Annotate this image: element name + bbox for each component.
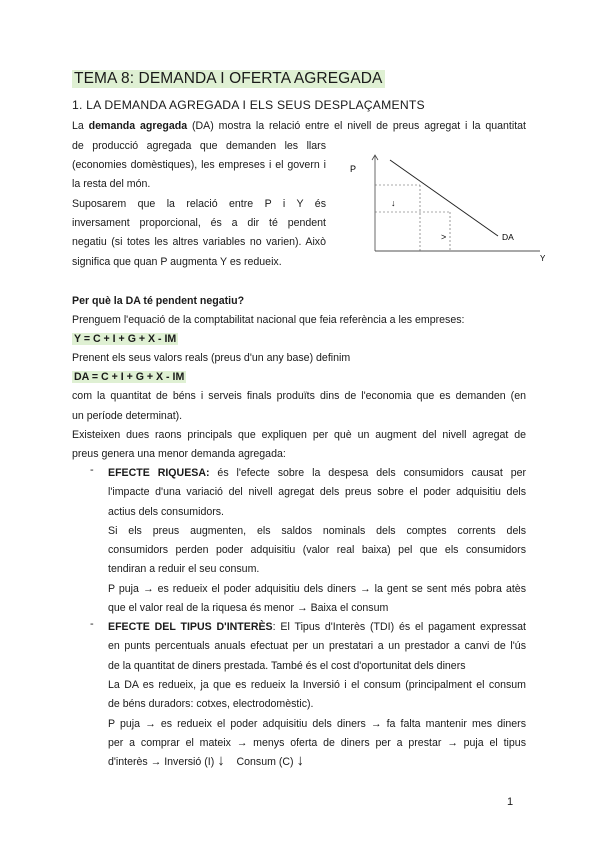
intro-line-1 <box>72 116 526 136</box>
wealth-effect-line-5: consumidors perden poder adquisitiu (valor real baixa) pel que els consumidors <box>108 544 526 556</box>
wealth-effect-line-7: P puja → es redueix el poder adquisitiu dels diners → la gent se sent més pobra atès <box>108 583 526 595</box>
paragraph-reasons-1: Existeixen dues raons principals que expliquen per què un augment del nivell agregat de <box>72 429 526 441</box>
intro-line-8: significa que quan P augmenta Y es redueix. <box>72 256 282 268</box>
equation-y: Y = C + I + G + X - IM <box>74 333 177 345</box>
intro-line-3: (economies domèstiques), les empreses i el govern i <box>72 159 326 171</box>
paragraph-accounting: Prenguem l'equació de la comptabilitat nacional que feia referència a les empreses: <box>72 314 465 326</box>
section-heading: 1. LA DEMANDA AGREGADA I ELS SEUS DESPLAÇAMENTS <box>72 98 425 112</box>
wealth-effect-line-4: Si els preus augmenten, els saldos nominals dels comptes corrents dels <box>108 525 526 537</box>
intro-line-2: de producció agregada que demanden les llars <box>72 140 326 152</box>
equation-da: DA = C + I + G + X - IM <box>74 371 185 383</box>
page-number: 1 <box>507 796 514 808</box>
consumption-text: Consum (C) <box>236 756 294 768</box>
paragraph-reasons-2: preus genera una menor demanda agregada: <box>72 448 286 460</box>
interest-effect-heading: EFECTE DEL TIPUS D'INTERÈS <box>108 621 273 633</box>
intro-term-bold: demanda agregada <box>88 120 188 132</box>
interest-effect-line-2: en punts percentuals anuals efectuat per un prestatari a un prestador a canvi de l'ús <box>108 640 526 652</box>
bullet-marker: - <box>90 618 94 630</box>
intro-line-5: Suposarem que la relació entre P i Y és <box>72 198 326 210</box>
intro-text: (DA) mostra la relació entre el nivell de preus agregat i la quantitat <box>187 120 526 132</box>
interest-effect-line-8 <box>108 752 304 772</box>
interest-effect-line-3: de la quantitat de diners prestada. També és el cost d'oportunitat dels diners <box>108 660 466 672</box>
da-curve <box>390 160 498 236</box>
wealth-effect-line-8: que el valor real de la riquesa és menor → Baixa el consum <box>108 602 389 614</box>
interest-effect-line-4: La DA es redueix, ja que es redueix la Inversió i el consum (principalment el consum <box>108 679 526 691</box>
interest-effect-line-6: P puja → es redueix el poder adquisitiu dels diners → fa falta mantenir mes diners <box>108 718 526 730</box>
page-title: TEMA 8: DEMANDA I OFERTA AGREGADA <box>74 70 383 87</box>
da-label: DA <box>502 232 514 242</box>
wealth-effect-text: és l'efecte sobre la despesa dels consumidors causat per <box>209 467 527 479</box>
wealth-effect-line-2: l'impacte d'una variació del nivell agregat dels preus sobre el poder adquisitiu dels <box>108 486 526 498</box>
bullet-marker: - <box>90 464 94 476</box>
wealth-effect-line-6: tendiran a reduir el seu consum. <box>108 563 260 575</box>
aggregate-demand-chart <box>340 148 560 266</box>
interest-effect-text: : El Tipus d'Interès (TDI) és el pagament expressat <box>272 621 526 633</box>
question-heading: Per què la DA té pendent negatiu? <box>72 295 245 307</box>
intro-text: La <box>72 120 89 132</box>
annotation-right-arrow: > <box>441 232 447 242</box>
paragraph-definition-1: com la quantitat de béns i serveis finals produïts dins de l'economia que es demanden (en <box>72 390 526 402</box>
interest-effect-line-7: per a comprar el mateix → menys oferta de diners per a prestar → puja el tipus <box>108 737 526 749</box>
interest-effect-line-5: de béns duradors: cotxes, electrodomèstic). <box>108 698 314 710</box>
wealth-effect-line-3: actius dels consumidors. <box>108 506 224 518</box>
paragraph-real-values: Prenent els seus valors reals (preus d'un any base) definim <box>72 352 351 364</box>
intro-line-7: negatiu (si totes les altres variables no varien). Això <box>72 236 326 248</box>
paragraph-definition-2: un període determinat). <box>72 410 183 422</box>
investment-text: d'interès → Inversió (I) <box>108 756 215 768</box>
intro-line-6: inversament proporcional, és a dir té pendent <box>72 217 326 229</box>
intro-line-4: la resta del món. <box>72 178 151 190</box>
down-arrow-icon: ↓ <box>296 752 305 769</box>
y-axis-label: P <box>350 164 357 174</box>
x-axis-label: Y <box>540 254 546 263</box>
wealth-effect-heading: EFECTE RIQUESA: <box>108 467 210 479</box>
down-arrow-icon: ↓ <box>217 752 225 769</box>
annotation-down-arrow: ↓ <box>391 198 396 208</box>
wealth-effect-line-1 <box>108 463 526 483</box>
interest-effect-line-1 <box>108 617 526 637</box>
